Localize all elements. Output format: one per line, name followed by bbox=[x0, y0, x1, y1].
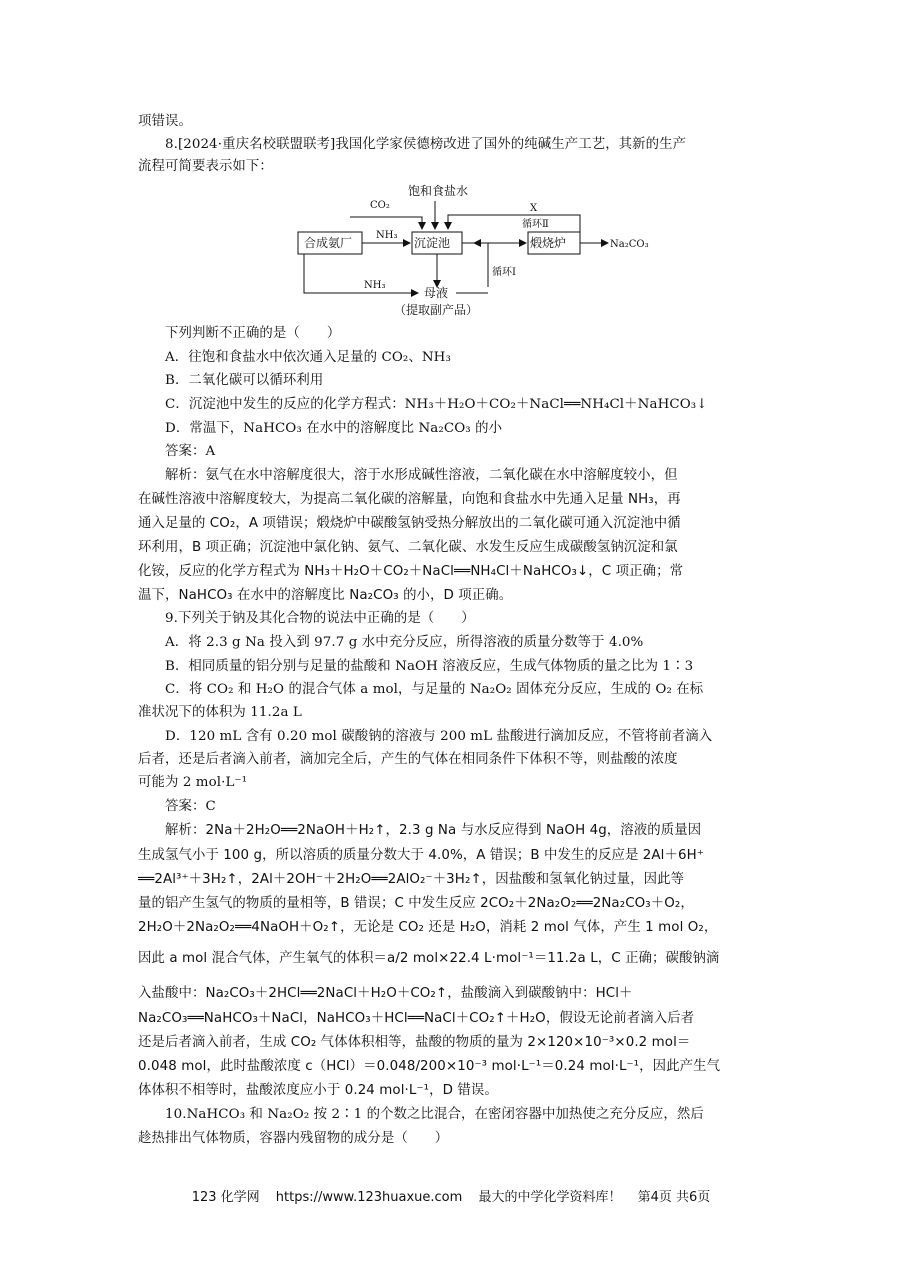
cycle-1-label: 循环Ⅰ bbox=[492, 267, 516, 278]
analysis-9-line: 还是后者滴入前者，生成 CO₂ 气体体积相等，盐酸的物质的量为 2×120×10⁻³×0.2 mol＝ bbox=[138, 1035, 691, 1050]
analysis-9-line: ══2Al³⁺＋3H₂↑，2Al＋2OH⁻＋2H₂O══2AlO₂⁻＋3H₂↑，因盐酸和氢氧化钠过量，因此等 bbox=[138, 872, 685, 887]
text-line: 项错误。 bbox=[138, 114, 192, 129]
x-label: X bbox=[530, 203, 538, 214]
process-flow-diagram bbox=[290, 175, 690, 320]
analysis-9-line: 0.048 mol，此时盐酸浓度 c（HCl）＝0.048/200×10⁻³ mol·L⁻¹＝0.24 mol·L⁻¹，因此产生气 bbox=[138, 1059, 721, 1074]
option-d: D．常温下，NaHCO₃ 在水中的溶解度比 Na₂CO₃ 的小 bbox=[165, 421, 503, 436]
page-footer bbox=[0, 1186, 902, 1205]
option-d: D．120 mL 含有 0.20 mol 碳酸钠的溶液与 200 mL 盐酸进行滴加反应，不管将前者滴入 bbox=[165, 729, 713, 744]
co2-label: CO₂ bbox=[370, 200, 390, 211]
analysis-9-line: 因此 a mol 混合气体，产生氧气的体积＝a/2 mol×22.4 L·mol⁻¹＝11.2a L，C 正确；碳酸钠滴 bbox=[138, 951, 720, 966]
option-c: C．沉淀池中发生的反应的化学方程式：NH₃＋H₂O＋CO₂＋NaCl══NH₄Cl＋NaHCO₃↓ bbox=[165, 397, 708, 412]
mother-liquor-label: 母液 bbox=[424, 286, 449, 300]
analysis-8-line: 环利用，B 项正确；沉淀池中氯化钠、氨气、二氧化碳、水发生反应生成碳酸氢钠沉淀和氯 bbox=[138, 540, 678, 555]
footer-page-number: 第4页 共6页 bbox=[637, 1190, 711, 1205]
answer-9: 答案：C bbox=[165, 799, 216, 814]
analysis-8-line: 化铵，反应的化学方程式为 NH₃＋H₂O＋CO₂＋NaCl══NH₄Cl＋NaHCO₃↓，C 项正确；常 bbox=[138, 564, 684, 579]
ammonia-plant-label: 合成氨厂 bbox=[304, 236, 353, 250]
footer-slogan: 最大的中学化学资料库！ bbox=[478, 1190, 622, 1205]
question-8-stem: 8.[2024·重庆名校联盟联考]我国化学家侯德榜改进了国外的纯碱生产工艺，其新的生产 bbox=[165, 137, 687, 152]
nh3-bottom-label: NH₃ bbox=[364, 280, 386, 291]
question-8-prompt: 下列判断不正确的是（ ） bbox=[165, 326, 341, 341]
option-d-cont: 后者，还是后者滴入前者，滴加完全后，产生的气体在相同条件下体积不等，则盐酸的浓度 bbox=[138, 752, 678, 767]
option-b: B．相同质量的铝分别与足量的盐酸和 NaOH 溶液反应，生成气体物质的量之比为 1∶3 bbox=[165, 659, 694, 674]
cycle-2-label: 循环Ⅱ bbox=[522, 219, 549, 230]
text-line: 流程可简要表示如下： bbox=[138, 159, 273, 174]
analysis-8-line: 通入足量的 CO₂，A 项错误；煅烧炉中碳酸氢钠受热分解放出的二氧化碳可通入沉淀池中循 bbox=[138, 516, 681, 531]
analysis-9-line: 2H₂O＋2Na₂O₂══4NaOH＋O₂↑，无论是 CO₂ 还是 H₂O，消耗 2 mol 气体，产生 1 mol O₂， bbox=[138, 920, 718, 935]
product-label: Na₂CO₃ bbox=[610, 239, 649, 250]
analysis-9-line: 量的铝产生氢气的物质的量相等，B 错误；C 中发生反应 2CO₂＋2Na₂O₂══2Na₂CO₃＋O₂， bbox=[138, 896, 694, 911]
analysis-8-line: 温下，NaHCO₃ 在水中的溶解度比 Na₂CO₃ 的小，D 项正确。 bbox=[138, 588, 513, 603]
analysis-9-line: Na₂CO₃══NaHCO₃＋NaCl，NaHCO₃＋HCl══NaCl＋CO₂↑＋H₂O，假设无论前者滴入后者 bbox=[138, 1011, 695, 1026]
settling-tank-label: 沉淀池 bbox=[414, 236, 451, 250]
footer-site: 123 化学网 bbox=[191, 1190, 260, 1205]
option-c-cont: 准状况下的体积为 11.2a L bbox=[138, 705, 302, 720]
option-b: B．二氧化碳可以循环利用 bbox=[165, 373, 324, 388]
option-a: A．往饱和食盐水中依次通入足量的 CO₂、NH₃ bbox=[165, 350, 451, 365]
question-9-stem: 9.下列关于钠及其化合物的说法中正确的是（ ） bbox=[165, 611, 475, 626]
by-product-label: （提取副产品） bbox=[394, 303, 479, 317]
analysis-9-line: 体体积不相等时，盐酸浓度应小于 0.24 mol·L⁻¹，D 错误。 bbox=[138, 1083, 498, 1098]
option-c: C．将 CO₂ 和 H₂O 的混合气体 a mol，与足量的 Na₂O₂ 固体充分反应，生成的 O₂ 在标 bbox=[165, 682, 704, 697]
analysis-8: 解析：氨气在水中溶解度很大，溶于水形成碱性溶液，二氧化碳在水中溶解度较小，但 bbox=[165, 468, 678, 483]
answer-8: 答案：A bbox=[165, 444, 216, 459]
calciner-label: 煅烧炉 bbox=[530, 236, 567, 250]
nh3-top-label: NH₃ bbox=[376, 230, 398, 241]
analysis-9: 解析：2Na＋2H₂O══2NaOH＋H₂↑，2.3 g Na 与水反应得到 NaOH 4g，溶液的质量因 bbox=[165, 823, 702, 838]
brine-label: 饱和食盐水 bbox=[408, 184, 469, 198]
question-10-cont: 趁热排出气体物质，容器内残留物的成分是（ ） bbox=[138, 1131, 449, 1146]
question-10-stem: 10.NaHCO₃ 和 Na₂O₂ 按 2∶1 的个数之比混合，在密闭容器中加热使之充分反应，然后 bbox=[165, 1107, 704, 1122]
option-a: A．将 2.3 g Na 投入到 97.7 g 水中充分反应，所得溶液的质量分数等于 4.0% bbox=[165, 635, 644, 650]
footer-url[interactable]: https://www.123huaxue.com bbox=[275, 1190, 463, 1205]
analysis-9-line: 生成氢气小于 100 g，所以溶质的质量分数大于 4.0%，A 错误；B 中发生的反应是 2Al＋6H⁺ bbox=[138, 848, 704, 863]
option-d-cont: 可能为 2 mol·L⁻¹ bbox=[138, 775, 248, 790]
analysis-9-line: 入盐酸中：Na₂CO₃＋2HCl══2NaCl＋H₂O＋CO₂↑，盐酸滴入到碳酸钠中：HCl＋ bbox=[138, 986, 633, 1001]
analysis-8-line: 在碱性溶液中溶解度较大，为提高二氧化碳的溶解量，向饱和食盐水中先通入足量 NH₃，再 bbox=[138, 492, 681, 507]
